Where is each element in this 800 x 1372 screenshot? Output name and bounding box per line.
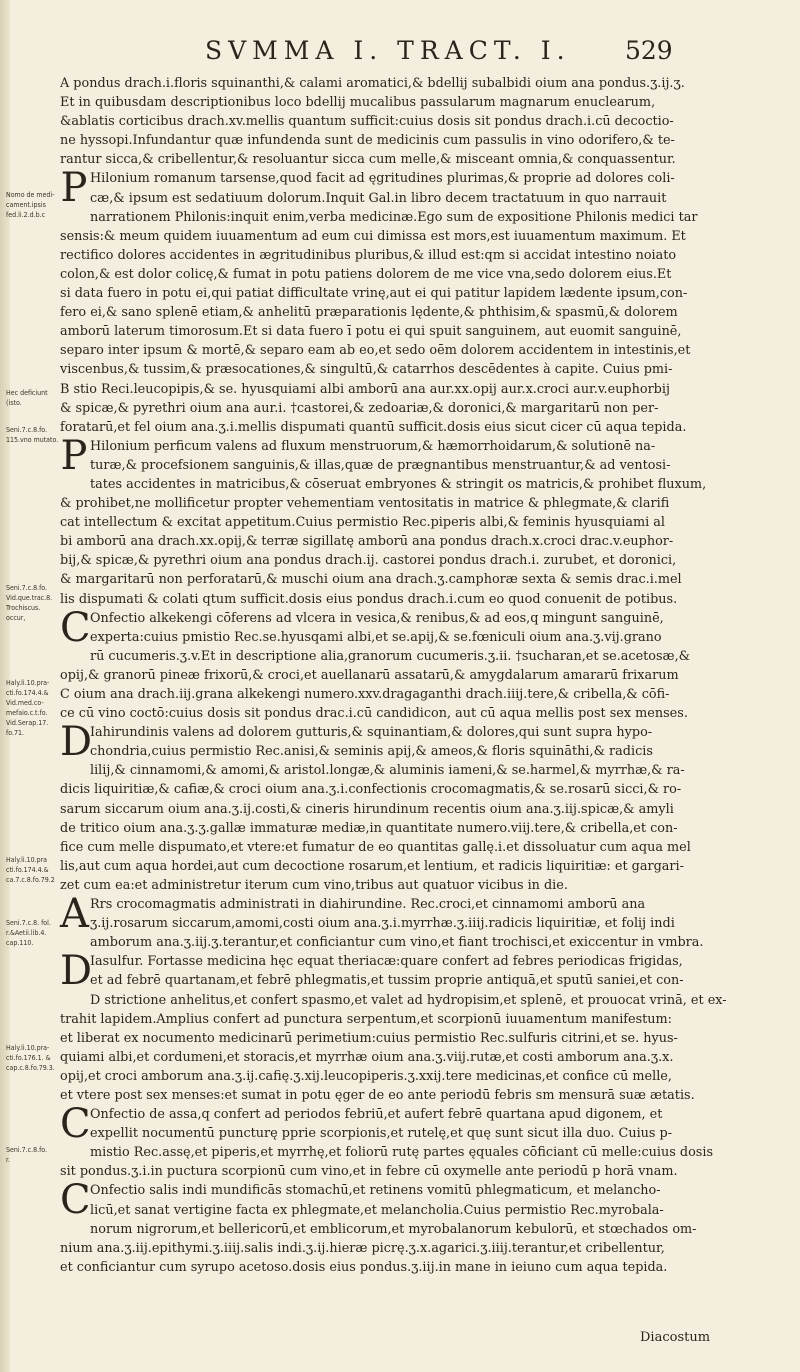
drop-initial: D bbox=[60, 719, 93, 766]
text-line: turæ,& procefsionem sanguinis,& illas,quæ de prægnantibus menstruantur,& ad ventosi- bbox=[90, 457, 671, 473]
text-line: licū,et sanat vertigine facta ex phlegmate,et melancholia.Cuius permistio Rec.myrobala- bbox=[90, 1202, 664, 1218]
text-line: bi amborū ana drach.xx.opij,& terræ sigillatę amborū ana pondus drach.x.croci drac.v.euphor- bbox=[60, 534, 674, 550]
text-line: de tritico oium ana.ʒ.ʒ.gallæ immaturæ mediæ,in quantitate numero.viij.tere,& cribella,et con- bbox=[60, 820, 678, 836]
page-number: 529 bbox=[625, 36, 673, 65]
text-line: fero ei,& sano splenē etiam,& anhelitū præparationis lędente,& phthisim,& spasmū,& dolorem bbox=[60, 305, 678, 321]
drop-initial: P bbox=[60, 432, 88, 479]
text-line: B stio Reci.leucopipis,& se. hyusquiami albi amborū ana aur.xx.opij aur.x.croci aur.v.euphorbij bbox=[60, 381, 670, 397]
text-line: opij,et croci amborum ana.ʒ.ij.cafię.ʒ.xij.leucopiperis.ʒ.xxij.tere medicinas,et confice cū melle, bbox=[60, 1068, 672, 1084]
margin-note: Haly.li.10.pra cti.fo.174.4.& ca.7.c.8.fo.79.2 bbox=[6, 856, 55, 884]
running-head: SVMMA I. TRACT. I. bbox=[205, 36, 571, 65]
text-line: et conficiantur cum syrupo acetoso.dosis eius pondus.ʒ.iij.in mane in ieiuno cum aqua tepida. bbox=[60, 1259, 668, 1275]
margin-note: Seni.7.c.8. fol. r.&Aetii.lib.4. cap.110. bbox=[6, 919, 51, 947]
margin-note: Haly.li.10.pra- cti.fo.176.1. & cap.c.8.fo.79.3. bbox=[6, 1044, 55, 1072]
text-line: cat intellectum & excitat appetitum.Cuius permistio Rec.piperis albi,& feminis hyusquiami al bbox=[60, 515, 665, 531]
text-line: amborū laterum timorosum.Et si data fuero ī potu ei qui spuit sanguinem, aut euomit sanguinē, bbox=[60, 324, 682, 340]
text-line: amborum ana.ʒ.iij.ʒ.terantur,et conficiantur cum vino,et fiant trochisci,et exiccentur in vmbra. bbox=[90, 935, 704, 951]
drop-initial: A bbox=[60, 891, 89, 938]
paragraph bbox=[60, 74, 772, 169]
text-line: &ablatis corticibus drach.xv.mellis quantum sufficit:cuius dosis sit pondus drach.i.cū decoctio- bbox=[60, 114, 674, 130]
text-line: chondria,cuius permistio Rec.anisi,& seminis apij,& ameos,& floris squināthi,& radicis bbox=[90, 744, 653, 760]
drop-initial: C bbox=[60, 604, 91, 651]
text-line: et vtere post sex menses:et sumat in potu ęger de eo ante periodū febris sm mensurā suæ ætatis. bbox=[60, 1087, 695, 1103]
text-line: & prohibet,ne mollificetur propter vehementiam ventositatis in matrice & phlegmate,& clarifi bbox=[60, 496, 670, 512]
paragraph bbox=[60, 1177, 772, 1276]
drop-initial: C bbox=[60, 1177, 91, 1224]
margin-note: Nomo de medi- cament.ipsis fed.li.2.d.b.c bbox=[6, 191, 55, 219]
text-line: foratarū,et fel oium ana.ʒ.i.mellis dispumati quantū sufficit.dosis eius sicut cicer cū aqua tepida. bbox=[60, 419, 687, 435]
text-line: opij,& granorū pineæ frixorū,& croci,et auellanarū assatarū,& amygdalarum amararū frixarum bbox=[60, 667, 679, 683]
text-line: lilij,& cinnamomi,& amomi,& aristol.longæ,& aluminis iameni,& se.harmel,& myrrhæ,& ra- bbox=[90, 763, 685, 779]
text-line: zet cum ea:et administretur iterum cum vino,tribus aut quatuor vicibus in die. bbox=[60, 877, 568, 893]
text-line: & spicæ,& pyrethri oium ana aur.i. †castorei,& zedoariæ,& doronici,& margaritarū non per- bbox=[60, 400, 659, 416]
drop-initial: C bbox=[60, 1101, 91, 1148]
text-line: rantur sicca,& cribellentur,& resoluantur sicca cum melle,& misceant omnia,& conquassentur. bbox=[60, 152, 676, 168]
text-line: rectifico dolores accidentes in ægritudinibus pluribus,& illud est:qm si accidat intestino noiato bbox=[60, 247, 677, 263]
text-line: bij,& spicæ,& pyrethri oium ana pondus drach.ij. castorei pondus drach.i. zurubet, et doronici, bbox=[60, 553, 677, 569]
margin-note: Hec deficiunt (isto. bbox=[6, 389, 48, 407]
text-line: sarum siccarum oium ana.ʒ.ij.costi,& cineris hirundinum recentis oium ana.ʒ.iij.spicæ,& amyli bbox=[60, 801, 674, 817]
text-line: trahit lapidem.Amplius confert ad punctura serpentum,et scorpionū iuuamentum manifestum: bbox=[60, 1011, 672, 1027]
text-line: Onfectio salis indi mundificās stomachū,et retinens vomitū phlegmaticum, et melancho- bbox=[90, 1183, 661, 1199]
paragraph bbox=[60, 719, 772, 895]
text-line: mistio Rec.assę,et piperis,et myrrhę,et foliorū rutę partes ęquales cōficiant cū melle:cuius dosis bbox=[90, 1145, 714, 1161]
text-line: dicis liquiritiæ,& cafiæ,& croci oium ana.ʒ.i.confectionis crocomagmatis,& se.rosarū sicci,& ro- bbox=[60, 782, 682, 798]
text-line: quiami albi,et cordumeni,et storacis,et myrrhæ oium ana.ʒ.viij.rutæ,et costi amborum ana.ʒ.x. bbox=[60, 1049, 674, 1065]
text-line: separo inter ipsum & mortē,& separo eam ab eo,et sedo oēm dolorem accidentem in intestinis,et bbox=[60, 343, 691, 359]
text-line: ne hyssopi.Infundantur quæ infundenda sunt de medicinis cum passulis in vino odorifero,& te- bbox=[60, 133, 675, 149]
text-line: Et in quibusdam descriptionibus loco bdellij mucalibus passularum magnarum enuclearum, bbox=[60, 95, 656, 111]
text-line: C oium ana drach.iij.grana alkekengi numero.xxv.dragaganthi drach.iiij.tere,& cribella,& cōfi- bbox=[60, 687, 670, 702]
text-line: rū cucumeris.ʒ.v.Et in descriptione alia,granorum cucumeris.ʒ.ii. †sucharan,et se.acetosæ,& bbox=[90, 648, 691, 664]
text-line: Hilonium perficum valens ad fluxum menstruorum,& hæmorrhoidarum,& solutionē na- bbox=[90, 438, 656, 454]
text-line: Onfectio de assa,q confert ad periodos febriū,et aufert febrē quartana apud digonem, et bbox=[90, 1107, 663, 1123]
text-line: et ad febrē quartanam,et febrē phlegmatis,et tussim proprie antiquā,et sputū saniei,et con- bbox=[90, 973, 684, 989]
paragraph bbox=[60, 1101, 772, 1181]
margin-note: Seni.7.c.8.fo. 115.vno mutato. bbox=[6, 426, 58, 444]
text-line: Iasulfur. Fortasse medicina hęc equat theriacæ:quare confert ad febres periodicas frigidas, bbox=[90, 954, 683, 970]
paragraph bbox=[60, 432, 772, 609]
paragraph bbox=[60, 948, 772, 1105]
text-line: tates accidentes in matricibus,& cōseruat embryones & stringit os matricis,& prohibet fluxum, bbox=[90, 476, 707, 492]
text-line: et liberat ex nocumento medicinarū perimetium:cuius permistio Rec.sulfuris citrini,et se. hyus- bbox=[60, 1030, 678, 1046]
margin-note: Seni.7.c.8.fo. Vid.que.trac.8. Trochiscus. occur, bbox=[6, 584, 53, 622]
text-line: cæ,& ipsum est sedatiuum dolorum.Inquit Gal.in libro decem tractatuum in quo narrauit bbox=[90, 190, 667, 206]
text-line: Hilonium romanum tarsense,quod facit ad ęgritudines plurimas,& proprie ad dolores coli- bbox=[90, 171, 675, 187]
text-line: ʒ.ij.rosarum siccarum,amomi,costi oium ana.ʒ.i.myrrhæ.ʒ.iiij.radicis liquiritiæ, et folij indi bbox=[90, 916, 675, 932]
paragraph bbox=[60, 165, 772, 436]
text-line: experta:cuius pmistio Rec.se.hyusqami albi,et se.apij,& se.fœniculi oium ana.ʒ.vij.grano bbox=[90, 629, 662, 645]
text-line: lis dispumati & colati qtum sufficit.dosis eius pondus drach.i.cum eo quod conuenit de potibus. bbox=[60, 591, 678, 607]
text-line: Rrs crocomagmatis administrati in diahirundine. Rec.croci,et cinnamomi amborū ana bbox=[90, 897, 646, 913]
text-line: D strictione anhelitus,et confert spasmo,et valet ad hydropisim,et splenē, et prouocat vrinā, et ex- bbox=[90, 992, 727, 1008]
drop-initial: P bbox=[60, 165, 88, 212]
text-line: A pondus drach.i.floris squinanthi,& calami aromatici,& bdellij subalbidi oium ana pondus.ʒ.ij.ʒ. bbox=[60, 76, 685, 91]
text-line: colon,& est dolor colicę,& fumat in potu patiens dolorem de me vice vna,sedo dolorem eius.Et bbox=[60, 266, 672, 282]
catchword: Diacostum bbox=[640, 1330, 711, 1345]
text-line: norum nigrorum,et bellericorū,et emblicorum,et myrobalanorum kebulorū, et stœchados om- bbox=[90, 1221, 697, 1237]
text-line: sensis:& meum quidem iuuamentum ad eum cui dimissa est mors,est iuuamentum maximum. Et bbox=[60, 228, 686, 244]
text-line: viscenbus,& tussim,& præsocationes,& singultū,& catarrhos descēdentes à capite. Cuius pmi- bbox=[60, 362, 673, 378]
paragraph bbox=[60, 891, 772, 952]
text-line: nium ana.ʒ.iij.epithymi.ʒ.iiij.salis indi.ʒ.ij.hieræ picrę.ʒ.x.agarici.ʒ.iiij.terantur,et cribellentur, bbox=[60, 1240, 665, 1256]
margin-note: Haly.li.10.pra- cti.fo.174.4.& Vid.med.co- mefaio.c.t.fo. Vid.Serap.17. fo.71. bbox=[6, 679, 50, 737]
margin-note: Seni.7.c.8.fo. r. bbox=[6, 1146, 48, 1164]
paragraph bbox=[60, 604, 772, 724]
text-line: expellit nocumentū puncturę pprie scorpionis,et rutelę,et quę sunt sicut illa duo. Cuius p- bbox=[90, 1126, 673, 1142]
text-line: ce cū vino coctō:cuius dosis sit pondus drac.i.cū candidicon, aut cū aqua mellis post sex menses. bbox=[60, 706, 688, 722]
drop-initial: D bbox=[60, 948, 93, 995]
text-line: sit pondus.ʒ.i.in puctura scorpionū cum vino,et in febre cū oxymelle ante periodū p horā vnam. bbox=[60, 1164, 678, 1180]
text-line: narrationem Philonis:inquit enim,verba medicinæ.Ego sum de expositione Philonis medici tar bbox=[90, 209, 698, 225]
text-line: Iahirundinis valens ad dolorem gutturis,& squinantiam,& dolores,qui sunt supra hypo- bbox=[90, 725, 653, 741]
text-line: & margaritarū non perforatarū,& muschi oium ana drach.ʒ.camphoræ sexta & semis drac.i.mel bbox=[60, 572, 682, 588]
text-line: fice cum melle dispumato,et vtere:et fumatur de eo quantitas gallę.i.et dissoluatur cum aqua mel bbox=[60, 839, 691, 855]
text-line: lis,aut cum aqua hordei,aut cum decoctione rosarum,et lentium, et radicis liquiritiæ: et gargari- bbox=[60, 858, 684, 874]
text-line: si data fuero in potu ei,qui patiat difficultate vrinę,aut ei qui patitur lapidem lædente ipsum,con- bbox=[60, 286, 688, 302]
main-text bbox=[60, 74, 772, 1277]
text-line: Onfectio alkekengi cōferens ad vlcera in vesica,& renibus,& ad eos,q mingunt sanguinē, bbox=[90, 610, 664, 626]
